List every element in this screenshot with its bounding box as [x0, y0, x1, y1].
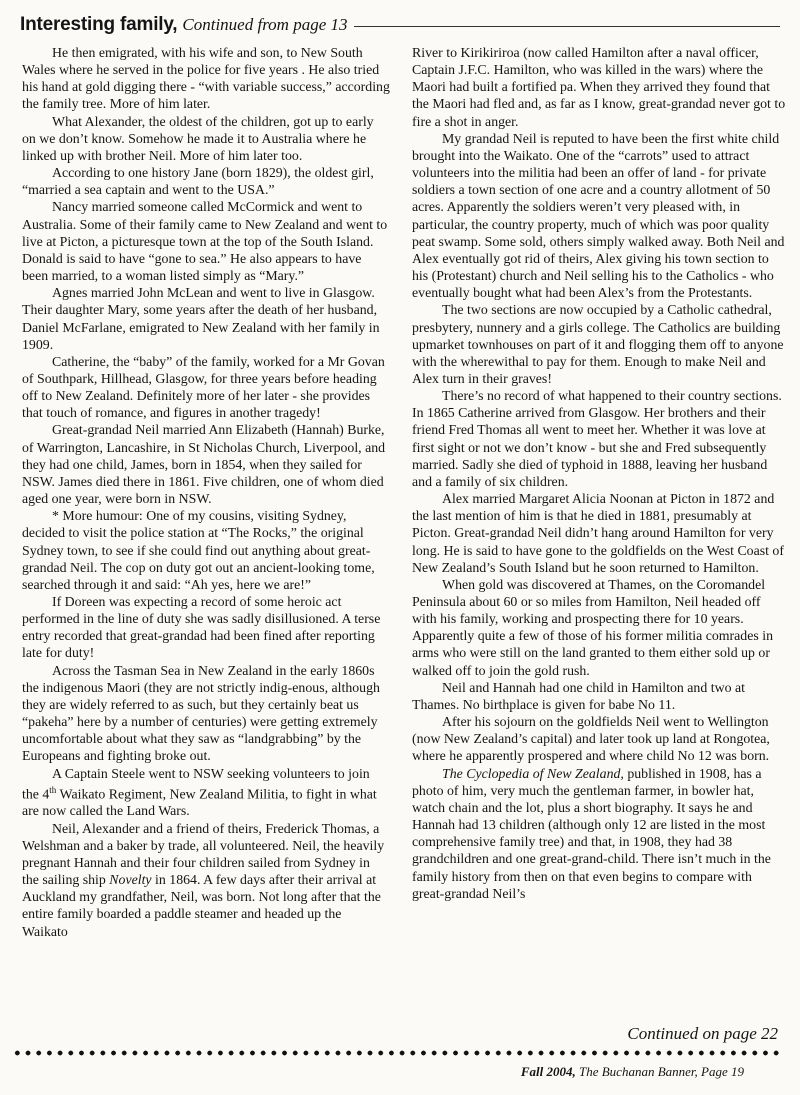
article-column-right — [412, 44, 786, 902]
footer-page: Page 19 — [701, 1064, 744, 1079]
page-header — [20, 12, 780, 38]
paragraph: River to Kirikiriroa (now called Hamilton after a naval officer, Captain J.F.C. Hamilton, who was killed in the wars) where the Maori had built a fortified pa. When they arrived they found that the Maori had fled and, as far as I know, great-grandad never got to fire a shot in anger. — [412, 45, 786, 129]
ship-name: Novelty — [109, 872, 152, 888]
paragraph-text: A Captain Steele went to NSW seeking volunteers to join the 4 — [22, 765, 370, 802]
paragraph: Catherine, the “baby” of the family, worked for a Mr Govan of Southpark, Hillhead, Glasgow, for three years before heading off to New Zealand. Definitely more of her later - she provides that touch of romance, and figures in another tragedy! — [22, 353, 385, 421]
paragraph: What Alexander, the oldest of the children, got up to early on we don’t know. Somehow he made it to Australia where he linked up with brother Neil. More of him later too. — [22, 113, 374, 163]
paragraph: Alex married Margaret Alicia Noonan at Picton in 1872 and the last mention of him is that he died in 1881, presumably at Picton. Great-grandad Neil didn’t hang around Hamilton for very long. He is said to have gone to the goldfields on the West Coast of New Zealand’s South Island but he soon returned to Hamilton. — [412, 491, 784, 575]
paragraph: Across the Tasman Sea in New Zealand in the early 1860s the indigenous Maori (they are not strictly indig-enous, although they are widely referred to as such, but they certainly beat us “pakeha” here by a number of centuries) were getting extremely uncomfortable about what they saw as “landgrabbing” by the Europeans and fighting broke out. — [22, 662, 380, 764]
continued-from-note: Continued from page 13 — [182, 15, 348, 34]
paragraph-text: Neil, Alexander and a friend of theirs, Frederick Thomas, a Welshman and a baker by trade, all volunteered. Neil, the heavily pregnant Hannah and their four children sailed from Sydney in the sailing ship — [22, 820, 385, 888]
footer-publication: The Buchanan Banner, — [578, 1064, 698, 1079]
article-column-left — [22, 44, 390, 940]
paragraph: When gold was discovered at Thames, on the Coromandel Peninsula about 60 or so miles from Hamilton, Neil headed off with his family, working and prospecting there for 10 years. Apparently quite a few of those of his former militia comrades in arms who were still on the land granted to them either sold up or walked off to join the gold rush. — [412, 576, 773, 678]
page-footer — [521, 1064, 744, 1080]
paragraph — [412, 765, 786, 902]
paragraph-text: Waikato Regiment, New Zealand Militia, to fight in what are now called the Land Wars. — [22, 786, 377, 819]
paragraph-text: published in 1908, has a photo of him, very much the gentleman farmer, in bowler hat, watch chain and the lot, plus a short biography. It says he and Hannah had 13 children (although only 12 are listed in the most comprehensive family tree) and that, in 1908, they had 38 grandchildren and one great-grand-child. There isn’t much in the family history from then on that even begins to compare with great-grandad Neil’s — [412, 765, 771, 901]
continued-on-note: Continued on page 22 — [627, 1024, 778, 1043]
dotted-divider — [12, 1049, 784, 1057]
footer-season: Fall 2004, — [520, 1064, 576, 1079]
paragraph: Nancy married someone called McCormick and went to Australia. Some of their family came to New Zealand and went to live at Picton, a picturesque town at the top of the South Island. Donald is said to have “gone to sea.” He also appears to have been married, to a woman listed simply as “Mary.” — [22, 199, 388, 284]
paragraph: There’s no record of what happened to their country sections. In 1865 Catherine arrived from Glasgow. Her brothers and their friend Fred Thomas all went to meet her. Whether it was love at first sight or not we don’t know - but she and Fred subsequently married. Sadly she died of typhoid in 1888, leaving her husband and a family of six children. — [412, 388, 782, 489]
paragraph-text: in 1864. A few days after their arrival at Auckland my grandfather, Neil, was born. Not long after that the entire family boarded a paddle steamer and headed up the Waikato — [22, 872, 381, 939]
paragraph: My grandad Neil is reputed to have been the first white child brought into the Waikato. One of the “carrots” used to attract volunteers into the militia had been an offer of land - for private soldiers a town section of one acre and a country allotment of 50 acres. Apparently the soldiers weren’t very pleased with, in particular, the country property, much of which was poor quality peat swamp. Some sold, others simply walked away. Both Neil and Alex eventually got rid of theirs, Alex giving his town section to his (Protestant) church and Neil selling his to the Catholics - who eventually bought what had been Alex’s from the Protestants. — [412, 130, 785, 301]
paragraph: * More humour: One of my cousins, visiting Sydney, decided to visit the police station at “The Rocks,” the original Sydney town, to see if she could find out anything about great-grandad Neil. The cop on duty got out an ancient-looking tome, searched through it and said: “Ah yes, here we are!” — [22, 508, 375, 592]
paragraph: Agnes married John McLean and went to live in Glasgow. Their daughter Mary, some years after the death of her husband, Daniel McFarlane, emigrated to New Zealand with her family in 1909. — [22, 285, 380, 352]
paragraph: Neil and Hannah had one child in Hamilton and two at Thames. No birthplace is given for babe No 11. — [412, 679, 745, 712]
paragraph: According to one history Jane (born 1829), the oldest girl, “married a sea captain and went to the USA.” — [22, 165, 374, 198]
paragraph — [22, 820, 390, 940]
header-rule — [354, 26, 780, 27]
book-title: The Cyclopedia of New Zealand, — [442, 765, 624, 781]
paragraph: If Doreen was expecting a record of some heroic act performed in the line of duty she was sadly disillusioned. A terse entry recorded that great-grandad had been fined after reporting late for duty! — [22, 594, 381, 661]
article-title: Interesting family, — [20, 14, 178, 35]
paragraph — [22, 765, 390, 820]
paragraph: The two sections are now occupied by a Catholic cathedral, presbytery, nunnery and a girls college. The Catholics are building upmarket townhouses on part of it and flogging them off to anyone with the wherewithal to pay for them. Enough to make Neil and Alex turn in their graves! — [412, 302, 784, 386]
paragraph: Great-grandad Neil married Ann Elizabeth (Hannah) Burke, of Warrington, Lancashire, in St Nicholas Church, Liverpool, and they had one child, James, born in 1854, when they sailed for NSW. James died there in 1861. Five children, one of whom died aged one year, were born in NSW. — [22, 422, 386, 507]
ordinal-suffix: th — [49, 784, 57, 795]
paragraph: He then emigrated, with his wife and son, to New South Wales where he served in the police for five years . He also tried his hand at gold digging there - “with variable success,” according the family tree. More of him later. — [22, 45, 390, 112]
paragraph: After his sojourn on the goldfields Neil went to Wellington (now New Zealand’s capital) and later took up land at Rongotea, where he apparently prospered and where child No 12 was born. — [412, 714, 770, 764]
